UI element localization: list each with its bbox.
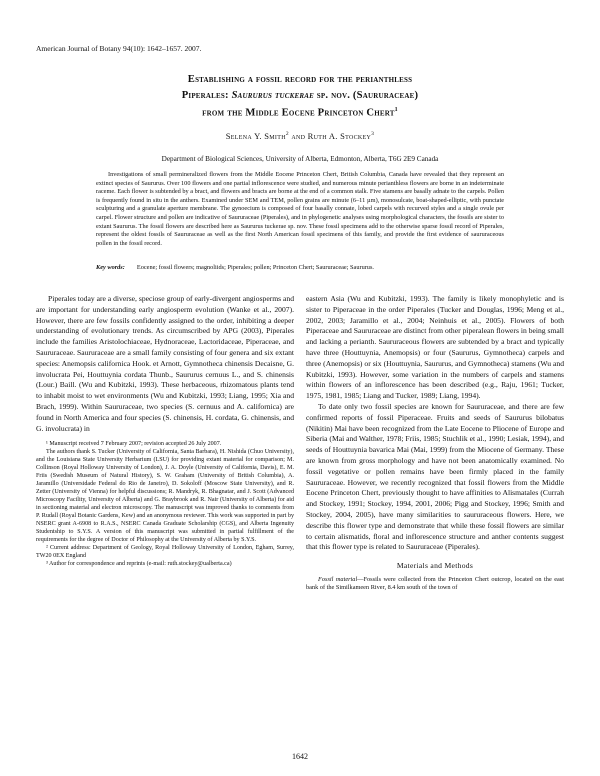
title-line-2-post: sp. nov. (Saururaceae) bbox=[313, 89, 419, 101]
journal-citation: American Journal of Botany 94(10): 1642–1657. 2007. bbox=[36, 44, 202, 53]
abstract bbox=[96, 171, 504, 248]
abstract-text: Investigations of small permineralized flowers from the Middle Eocene Princeton Chert, British Columbia, Canada have revealed that they represent an extinct species of Saururus. Over 100 flowers and one partial inflorescence were studied, and numerous minute perianthless flowers are borne in an indeterminate raceme. Each flower is subtended by a bract, and flowers and bracts are borne at the end of a common stalk. Five stamens are basally adnate to the carpels. Pollen is frequently found in situ in the anthers. Examined under SEM and TEM, pollen grains are minute (6–11 µm), monosulcate, boat-shaped-elliptic, with punctate sculpturing and a granulate aperture membrane. The gynoecium is composed of four basally connate, lobed carpels with recurved styles and a single ovule per carpel. Flower structure and pollen are indicative of Saururaceae (Piperales), and in phylogenetic analyses using morphological characters, the fossils are sister to extant Saururus. The fossil flowers are described here as Saururus tuckerae sp. nov. These fossil specimens add to the otherwise sparse fossil record of Piperales, represent the oldest fossils of Saururaceae as well as the first North American fossil specimens of this family, and provide the first evidence of saururaceous pollen in the fossil record. bbox=[96, 171, 504, 247]
keywords bbox=[96, 264, 504, 273]
intro-paragraph-continued: eastern Asia (Wu and Kubitzki, 1993). The family is likely monophyletic and is sister to Piperaceae in the order Piperales (Tucker and Douglas, 1996; Meng et al., 2002, 2003; Jaramillo et al., 2004; Neinhuis et al., 2005). Flowers of both Piperaceae and Saururaceae are distinct from other piperalean flowers in being small and lacking a perianth. Saururaceous flowers are subtended by a bract and typically have three (Houttuynia, Anemopsis) or four (Saururus, Gymnotheca) carpels and three (Anemopsis) or six (Houttuynia, Saururus, and Gymnotheca) stamens (Wu and Kubitzki, 1993). However, some variation in the numbers of carpels and stamens within flowers of an inflorescence has been described (e.g., Raju, 1961; Tucker, 1975, 1981, 1985; Liang and Tucker, 1989; Liang, 1994). bbox=[306, 294, 564, 401]
title-line-3 bbox=[60, 103, 540, 121]
title-species-name: Saururus tuckerae bbox=[231, 89, 314, 101]
author-2: Ruth A. Stockey bbox=[307, 131, 372, 141]
author-conjunction: and bbox=[288, 131, 308, 141]
left-column bbox=[36, 294, 294, 568]
title-line-1: Establishing a fossil record for the perianthless bbox=[187, 74, 413, 85]
methods-paragraph bbox=[306, 576, 564, 593]
intro-left-body bbox=[36, 294, 294, 434]
keywords-text: Eocene; fossil flowers; magnoliids; Piperales; pollen; Princeton Chert; Saururaceae; Saururus. bbox=[136, 264, 374, 271]
title-line-3-text: from the Middle Eocene Princeton Chert bbox=[202, 107, 395, 119]
methods-text: —Fossils were collected from the Princeton Chert outcrop, located on the east bank of the Similkameen River, 8.4 km south of the town of bbox=[306, 576, 564, 592]
title-footnote-marker: 1 bbox=[394, 107, 398, 113]
footnote-1: ¹ Manuscript received 7 February 2007; revision accepted 26 July 2007. bbox=[46, 441, 222, 448]
affiliation: Department of Biological Sciences, University of Alberta, Edmonton, Alberta, T6G 2E9 Canada bbox=[161, 155, 439, 163]
intro-paragraph-2: To date only two fossil species are known for Saururaceae, and there are few confirmed reports of fossil Piperaceae. Fruits and seeds of Saururus bilobatus (Nikitin) Mai have been recognized from the Late Eocene to Pliocene of Europe and Siberia (Mai and Walther, 1978; Friis, 1985; Stuchlik et al., 1990; Lesiak, 1994), and seeds of Houttuynia bavarica Mai (Mai, 1999) from the Miocene of Germany. These are known from gross morphology and have not been anatomically examined. No fossil vegetative or pollen remains have been firmly placed in the family Saururaceae. However, we recently recognized that fossil flowers from the Middle Eocene Princeton Chert, previously thought to have affinities to Alismatales (Currah and Stockey, 1991; Stockey, 1994, 2001, 2006; Pigg and Stockey, 1996; Smith and Stockey, 2004, 2005), have many similarities to saururaceous flowers. Here, we describe this flower type and demonstrate that while these fossil flowers are similar to certain alismatids, floral and inflorescence structure and anther contents suggest that this flower type is related to Saururaceae (Piperales). bbox=[306, 401, 564, 552]
intro-paragraph-1: Piperales today are a diverse, speciose group of early-divergent angiosperms and are important for understanding early angiosperm evolution (Wanke et al., 2007). However, there are few fossils confidently assigned to the order, inhibiting a deeper understanding of evolutionary trends. As circumscribed by APG (2003), Piperales include the families Aristolochiaceae, Hydnoraceae, Lactoridaceae, Piperaceae, and Saururaceae. Saururaceae are a small family consisting of four genera and six extant species: Anemopsis californica Hook. et Arnott, Gymnotheca chinensis Decaisne, G. involucrata Pei, Houttuynia cordata Thunb., Saururus cernuus L., and S. chinensis (Lour.) Baill. (Wu and Kubitzki, 1993). These herbaceous, rhizomatous plants tend to inhabit moist to wet environments (Wu and Kubitzki, 1993; Liang, 1995; Xia and Brach, 1999). Within Saururaceae, two species (S. cernuus and A. californica) are found in North America and four species (S. chinensis, H. cordata, G. chinensis, and G. involucrata) in bbox=[36, 294, 294, 433]
author-1: Selena Y. Smith bbox=[225, 131, 286, 141]
keywords-label: Key words: bbox=[96, 264, 125, 271]
title-line-2-pre: Piperales: bbox=[181, 89, 232, 101]
right-column bbox=[306, 294, 564, 593]
author-1-marker: 2 bbox=[285, 131, 289, 138]
footnote-3: ³ Author for correspondence and reprints (e-mail: ruth.stockey@ualberta.ca) bbox=[46, 561, 232, 568]
page-number: 1642 bbox=[292, 752, 308, 761]
article-title bbox=[60, 72, 540, 121]
section-heading-methods: Materials and Methods bbox=[396, 561, 474, 571]
footnotes bbox=[36, 440, 294, 568]
author-2-marker: 3 bbox=[371, 131, 375, 138]
methods-subheading: Fossil material bbox=[318, 576, 358, 584]
footnote-1-acknowledgments: The authors thank S. Tucker (University of California, Santa Barbara), H. Nishida (Chuo University), and the Louisiana State University Herbarium (LSU) for providing extant material for comparison; M. Collinson (Royal Holloway University of London), J. A. Doyle (University of California, Davis), E. M. Friis (Swedish Museum of Natural History), S. W. Graham (University of British Columbia), A. Jaramillo (Universidade Federal do Rio de Janeiro), D. Sokoloff (Moscow State University), and R. Zetter (University of Vienna) for helpful discussions; R. Mandryk, R. Bhagnatar, and J. Scott (Advanced Microscopy Facility, University of Alberta) and G. Braybrook and R. Nair (University of Alberta) for aid in sectioning material and electron microscopy. The manuscript was improved thanks to comments from P. Rudall (Royal Botanic Gardens, Kew) and an anonymous reviewer. This work was supported in part by NSERC grant A-6908 to R.A.S., NSERC Canada Graduate Scholarship (CGS), and Alberta Ingenuity Studentship to S.Y.S. A version of this manuscript was submitted in partial fulfillment of the requirements for the degree of Doctor of Philosophy at the University of Alberta by S.Y.S. bbox=[36, 449, 294, 544]
footnote-2: ² Current address: Department of Geology, Royal Holloway University of London, Egham, Surrey, TW20 0EX England bbox=[36, 545, 294, 560]
title-line-2 bbox=[60, 88, 540, 104]
intro-right-body bbox=[306, 294, 564, 553]
methods-body bbox=[306, 576, 564, 593]
author-line bbox=[60, 131, 540, 141]
